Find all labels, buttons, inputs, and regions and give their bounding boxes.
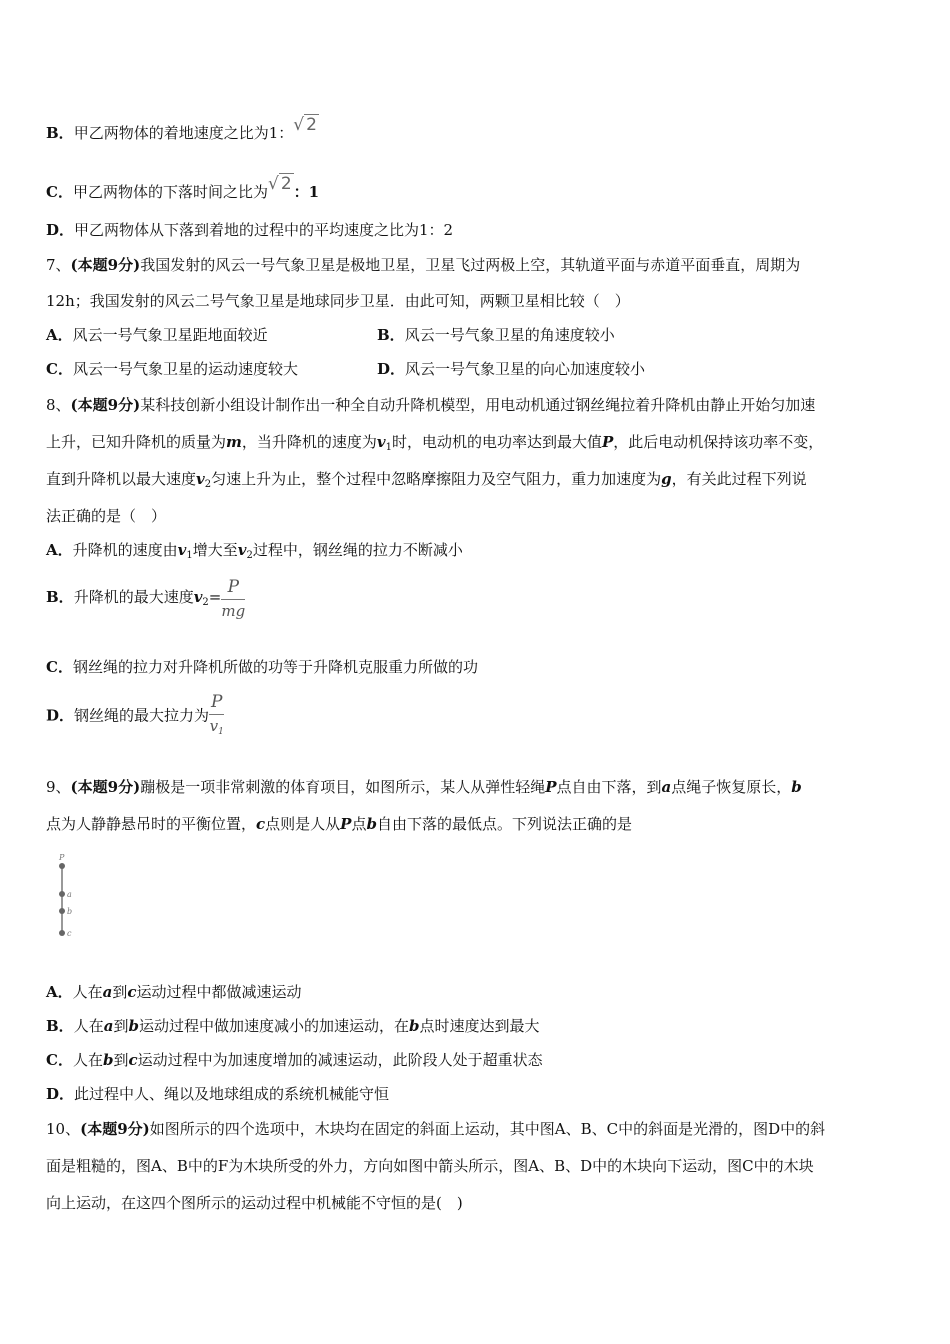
option-label: B．: [377, 326, 405, 344]
option-text: 甲乙两物体从下落到着地的过程中的平均速度之比为1：2: [74, 221, 454, 239]
q8-option-c[interactable]: [46, 657, 478, 677]
fraction-p-over-mg: $\frac{P}{mg}$: [221, 576, 246, 620]
q8-stem-line1: [46, 395, 815, 415]
q9-option-b[interactable]: B．人在a到b运动过程中做加速度减小的加速运动，在b点时速度达到最大: [46, 1017, 540, 1035]
q6-option-b[interactable]: [46, 114, 319, 143]
q7-stem-line2: 12h；我国发射的风云二号气象卫星是地球同步卫星．由此可知，两颗卫星相比较（ ）: [46, 292, 630, 310]
q8-option-a[interactable]: A．升降机的速度由$v_1$增大至$v_2$过程中，钢丝绳的拉力不断减小: [46, 541, 463, 561]
symbol-v1: v: [376, 433, 386, 451]
option-text: 钢丝绳的拉力对升降机所做的功等于升降机克服重力所做的功: [72, 658, 478, 676]
q7-option-c[interactable]: [46, 359, 298, 379]
option-tail: ：1: [293, 183, 320, 201]
option-label: A．: [46, 983, 73, 1001]
q9-option-d[interactable]: [46, 1084, 389, 1104]
q8-option-d[interactable]: [46, 690, 224, 743]
q8-option-b[interactable]: B．升降机的最大速度$v_2=$ $\frac{P}{mg}$: [46, 576, 246, 620]
option-label: C．: [46, 658, 73, 676]
option-label: D．: [377, 360, 406, 378]
option-label: B．: [46, 1017, 74, 1035]
fraction-p-over-v1: $\frac{P}{v_1}$: [209, 692, 224, 737]
option-label: B．: [46, 124, 74, 142]
q9-stem-line1: 9、(本题9分)蹦极是一项非常刺激的体育项目，如图所示，某人从弹性轻绳P点自由下落，到a点绳子恢复原长，b: [46, 778, 802, 796]
option-text: 甲乙两物体的下落时间之比为: [72, 183, 268, 201]
q7-option-d[interactable]: [377, 359, 645, 379]
q7-option-b[interactable]: [377, 325, 615, 345]
label-c: c: [67, 929, 72, 938]
label-a: a: [67, 890, 72, 899]
option-label: C．: [46, 183, 73, 201]
q6-option-c[interactable]: [46, 173, 319, 202]
question-text: 如图所示的四个选项中，木块均在固定的斜面上运动，其中图A、B、C中的斜面是光滑的，图D中的斜: [149, 1120, 826, 1138]
option-text: 风云一号气象卫星的向心加速度较小: [405, 360, 646, 378]
option-text: 风云一号气象卫星的角速度较小: [404, 326, 615, 344]
symbol-p: P: [602, 433, 614, 451]
question-text: 某科技创新小组设计制作出一种全自动升降机模型，用电动机通过钢丝绳拉着升降机由静止开始匀加速: [140, 396, 816, 414]
q8-stem-line2: 上升，已知升降机的质量为m，当升降机的速度为$v_1$时，电动机的电功率达到最大值P，此后电动机保持该功率不变，: [46, 433, 824, 453]
q9-option-c[interactable]: C．人在b到c运动过程中为加速度增加的减速运动，此阶段人处于超重状态: [46, 1051, 543, 1069]
label-p: P: [59, 853, 65, 862]
point-c: [59, 930, 65, 936]
sqrt-formula: √ 2: [267, 174, 292, 194]
option-label: C．: [46, 1051, 73, 1069]
q9-option-a[interactable]: A．人在a到c运动过程中都做减速运动: [46, 983, 302, 1001]
q10-stem-line3: 向上运动，在这四个图所示的运动过程中机械能不守恒的是( ): [46, 1194, 463, 1212]
question-text: 我国发射的风云一号气象卫星是极地卫星，卫星飞过两极上空，其轨道平面与赤道平面垂直，周期为: [140, 256, 801, 274]
option-label: C．: [46, 360, 73, 378]
option-text: 钢丝绳的最大拉力为: [74, 706, 210, 725]
option-text: 甲乙两物体的着地速度之比为1：: [73, 124, 294, 142]
sqrt-formula: √ 2: [293, 115, 317, 135]
bungee-figure: [54, 852, 84, 942]
option-label: B．: [46, 588, 74, 606]
q8-stem-line4: 法正确的是（ ）: [46, 507, 167, 525]
question-number: 9、: [46, 778, 71, 796]
q7-option-a[interactable]: [46, 325, 268, 345]
point-b: [59, 908, 65, 914]
question-number: 10、: [46, 1120, 81, 1138]
question-score: (本题9分): [80, 1120, 150, 1138]
symbol-m: m: [226, 433, 242, 451]
symbol-v2: v: [196, 470, 205, 488]
option-label: A．: [46, 541, 73, 559]
point-a: [59, 891, 65, 897]
q6-option-d[interactable]: [46, 220, 453, 240]
question-score: (本题9分): [70, 778, 141, 796]
q10-stem-line1: [46, 1119, 825, 1139]
q7-stem-line1: [46, 255, 800, 275]
option-text: 风云一号气象卫星的运动速度较大: [72, 360, 298, 378]
question-number: 7、: [46, 256, 71, 274]
option-text: 此过程中人、绳以及地球组成的系统机械能守恒: [74, 1085, 390, 1103]
option-text: 风云一号气象卫星距地面较近: [72, 326, 268, 344]
option-label: D．: [46, 221, 75, 239]
q8-stem-line3: 直到升降机以最大速度$v_2$匀速上升为止，整个过程中忽略摩擦阻力及空气阻力，重力加速度为g，有关此过程下列说: [46, 470, 807, 490]
question-number: 8、: [46, 396, 71, 414]
option-label: D．: [46, 1085, 75, 1103]
point-p: [59, 863, 65, 869]
option-label: D．: [46, 706, 75, 725]
symbol-g: g: [661, 470, 672, 488]
label-b: b: [67, 907, 73, 916]
question-score: (本题9分): [70, 396, 141, 414]
option-label: A．: [46, 326, 73, 344]
question-score: (本题9分): [70, 256, 141, 274]
q10-stem-line2: 面是粗糙的，图A、B中的F为木块所受的外力，方向如图中箭头所示，图A、B、D中的木块向下运动，图C中的木块: [46, 1157, 814, 1175]
q9-stem-line2: 点为人静静悬吊时的平衡位置，c点则是人从P点b自由下落的最低点。下列说法正确的是: [46, 815, 632, 833]
